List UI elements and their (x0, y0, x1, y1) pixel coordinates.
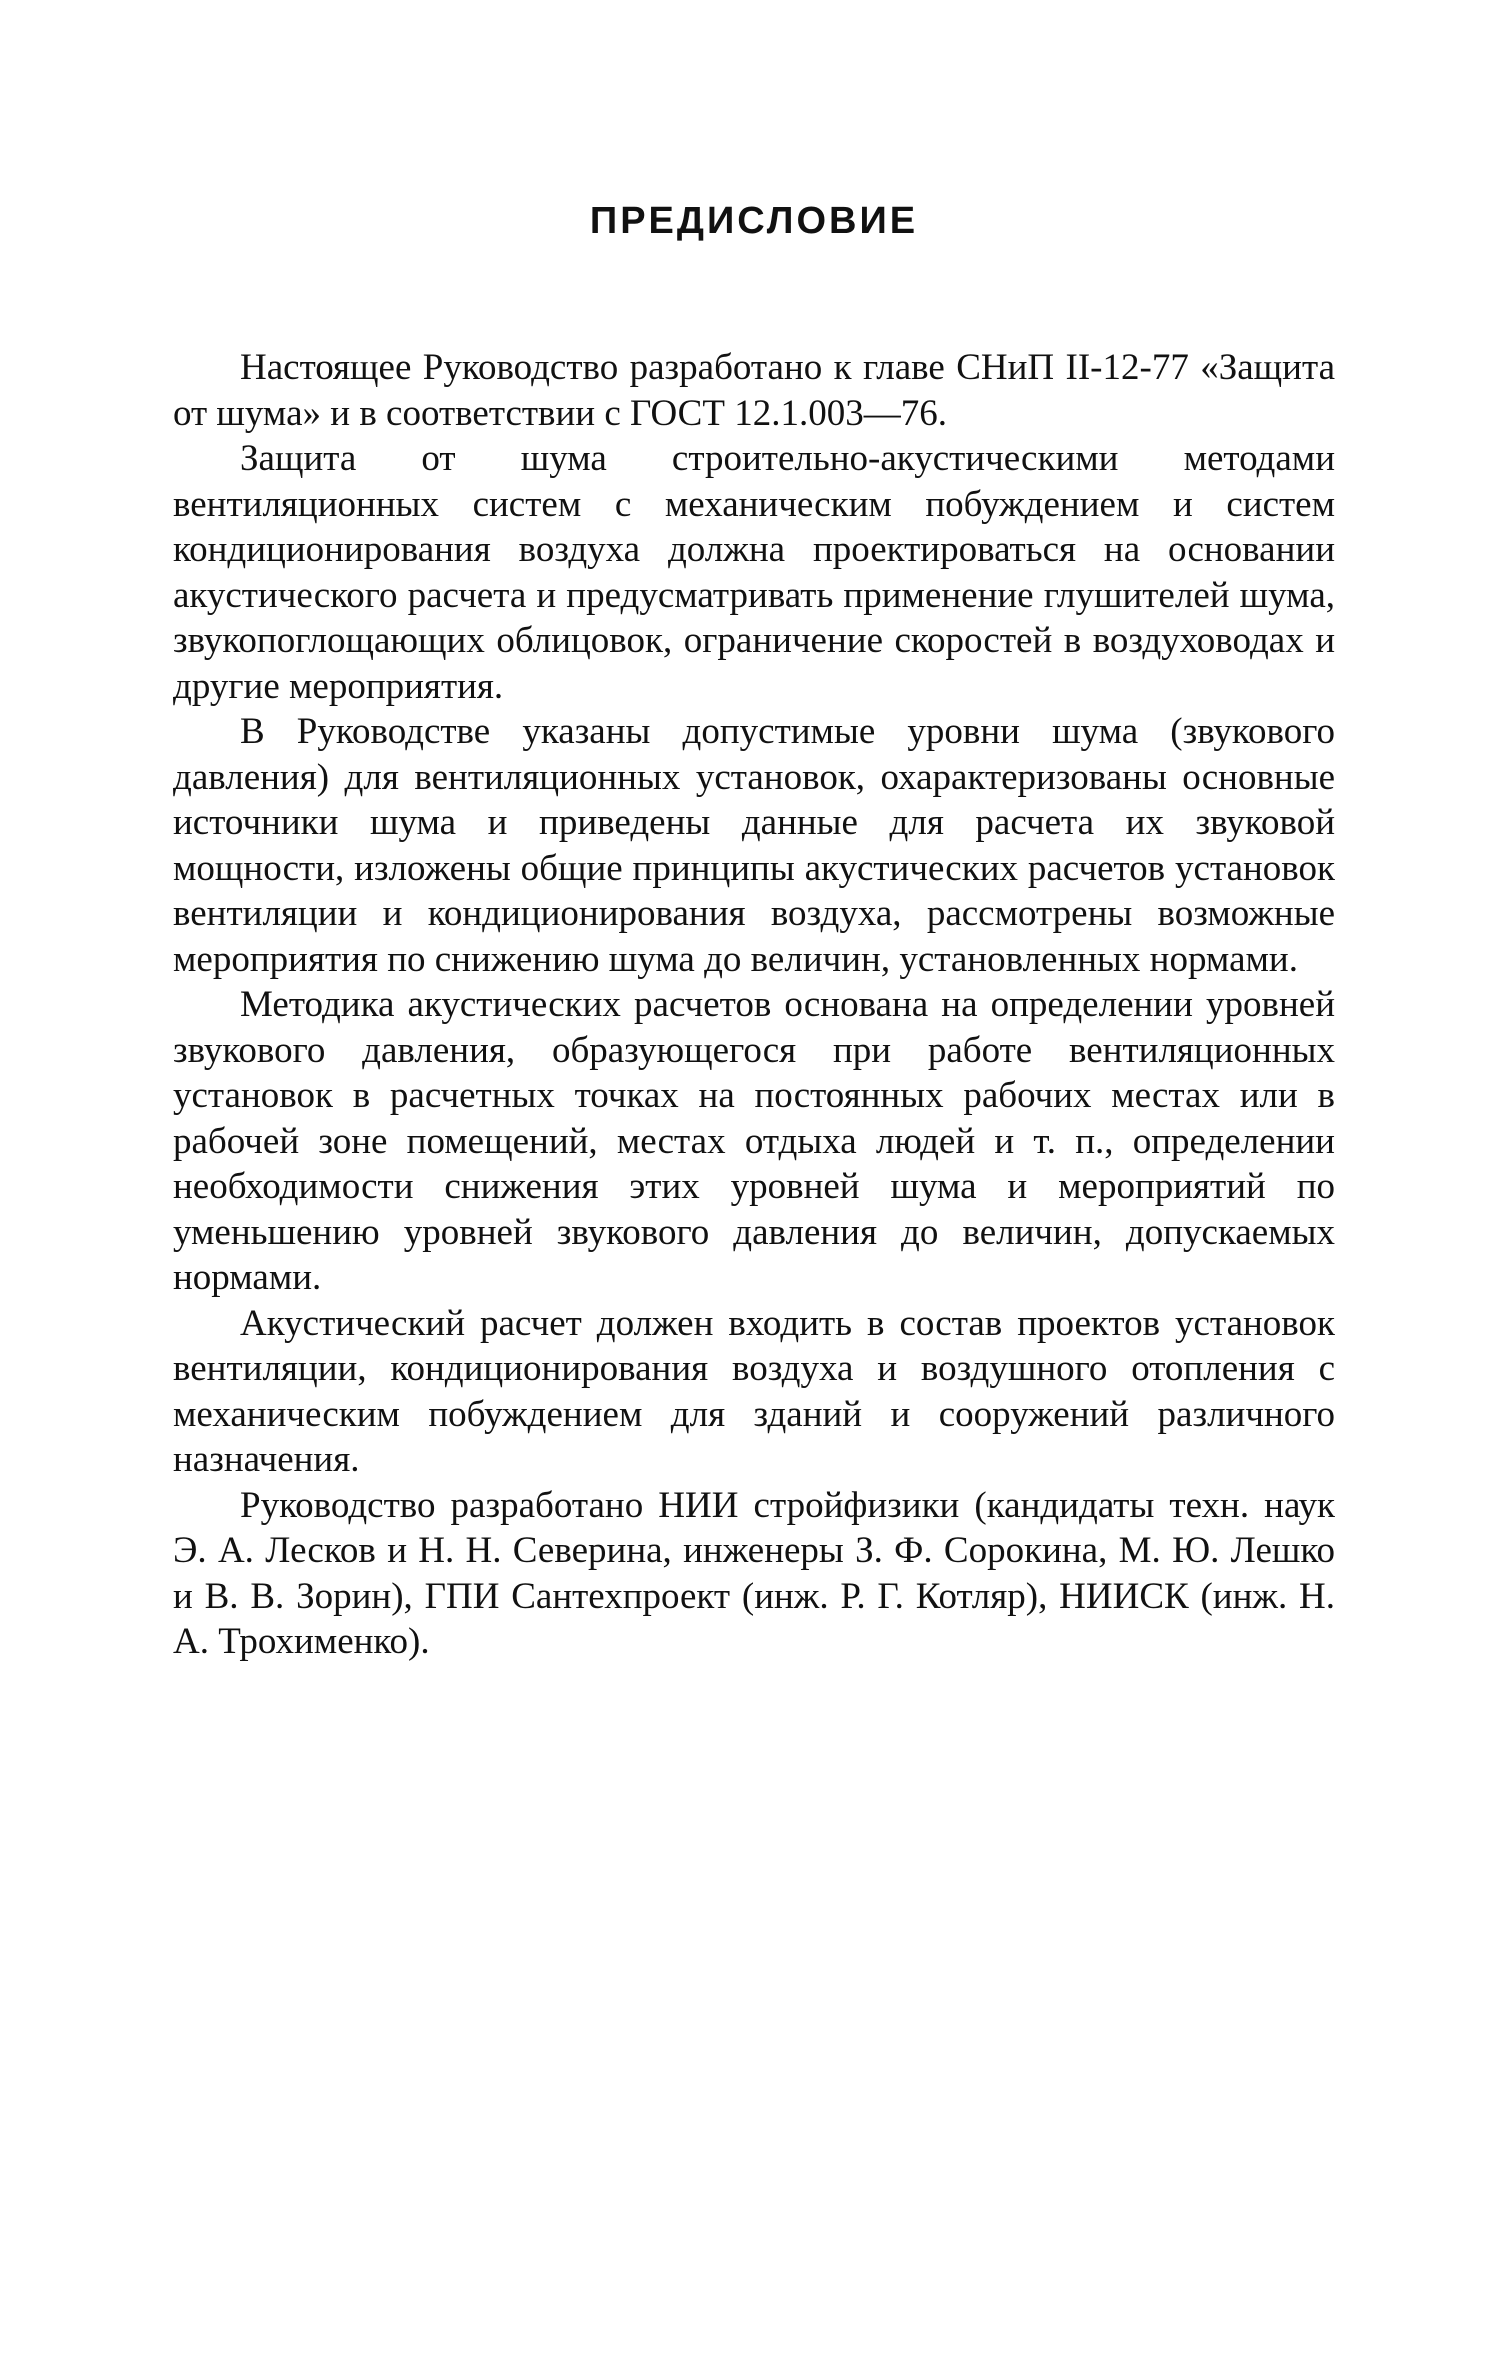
paragraph-guide-contents: В Руководстве указаны допустимые уровни шума (звукового давления) для вентиляционных установок, охарактеризованы основные источники шума и приведены данные для расчета их звуковой мощности, изложены общие принципы акустических расчетов установок вентиляции и кондиционирования воздуха, рассмотрены возможные мероприятия по снижению шума до величин, установленных нормами. (173, 711, 1335, 980)
paragraph-authors: Руководство разработано НИИ стройфизики (кандидаты техн. наук Э. А. Лесков и Н. Н. Северина, инженеры З. Ф. Сорокина, М. Ю. Лешко и В. В. Зорин), ГПИ Сантехпроект (инж. Р. Г. Котляр), НИИСК (инж. Н. А. Трохименко). (173, 1484, 1335, 1662)
paragraph-acoustic-calculation: Акустический расчет должен входить в состав проектов установок вентиляции, кондиционирования воздуха и воздушного отопления с механическим побуждением для зданий и сооружений различного назначения. (173, 1302, 1335, 1480)
page-title: ПРЕДИСЛОВИЕ (589, 200, 919, 242)
paragraph-noise-protection: Защита от шума строительно-акустическими методами вентиляционных систем с механическим побуждением и систем кондиционирования воздуха должна проектироваться на основании акустического расчета и предусматривать применение глушителей шума, звукопоглощающих облицовок, ограничение скоростей в воздуховодах и другие мероприятия. (173, 438, 1335, 707)
paragraph-intro: Настоящее Руководство разработано к главе СНиП II-12-77 «Защита от шума» и в соответствии с ГОСТ 12.1.003—76. (173, 347, 1335, 434)
body-text (173, 345, 1335, 1665)
paragraph-methodology: Методика акустических расчетов основана на определении уровней звукового давления, образующегося при работе вентиляционных установок в расчетных точках на постоянных рабочих местах или в рабочей зоне помещений, местах отдыха людей и т. п., определении необходимости снижения этих уровней шума и мероприятий по уменьшению уровней звукового давления до величин, допускаемых нормами. (173, 984, 1335, 1298)
